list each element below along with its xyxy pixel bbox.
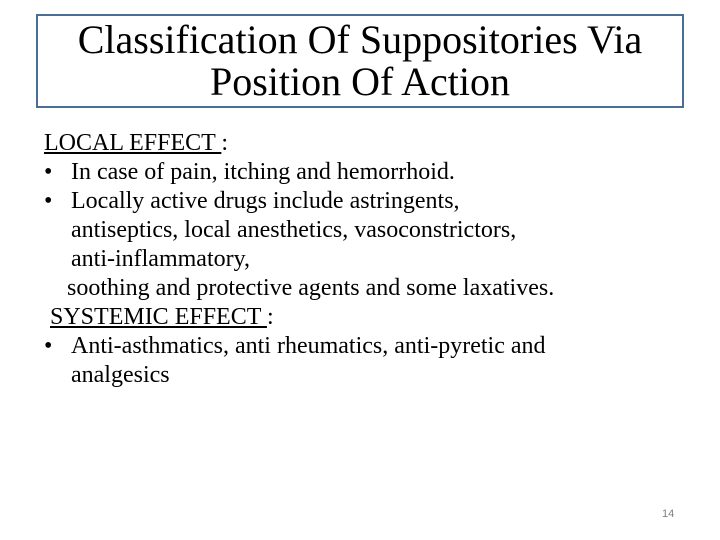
local-effect-heading-text: LOCAL EFFECT: [44, 130, 222, 156]
local-effect-bullet-2-line-3: anti-inflammatory,: [71, 246, 251, 272]
slide-title-line-2: Position Of Action: [209, 59, 511, 104]
local-effect-heading-colon: :: [221, 130, 229, 156]
bullet-symbol: •: [44, 159, 53, 185]
local-effect-bullet-1-text: In case of pain, itching and hemorrhoid.: [71, 159, 455, 185]
local-effect-continuation-row: [44, 274, 684, 303]
local-effect-bullet-2-line-3-row: [44, 245, 684, 274]
systemic-effect-bullet-1-line-1: Anti-asthmatics, anti rheumatics, anti-pyretic and: [71, 333, 546, 359]
local-effect-bullet-2-line-2-row: [44, 216, 684, 245]
systemic-effect-bullet-1-line-2-row: [44, 361, 684, 390]
local-effect-heading: [44, 129, 684, 158]
local-effect-bullet-2-line-2: antiseptics, local anesthetics, vasoconstrictors,: [71, 217, 517, 243]
local-effect-continuation: soothing and protective agents and some laxatives.: [67, 275, 555, 301]
systemic-effect-heading-colon: :: [266, 304, 274, 330]
local-effect-bullet-1: [44, 158, 684, 187]
bullet-symbol: •: [44, 188, 53, 214]
slide-title-line-1: Classification Of Suppositories Via: [77, 17, 643, 62]
local-effect-bullet-2: [44, 187, 684, 216]
systemic-effect-heading-text: SYSTEMIC EFFECT: [50, 304, 267, 330]
slide-content: [44, 129, 684, 390]
slide-title-box: [36, 14, 684, 108]
local-effect-bullet-2-line-1: Locally active drugs include astringents,: [71, 188, 460, 214]
bullet-symbol: •: [44, 333, 53, 359]
slide-page-number: 14: [662, 508, 675, 520]
systemic-effect-bullet-1-line-2: analgesics: [71, 362, 170, 388]
systemic-effect-bullet-1: [44, 332, 684, 361]
systemic-effect-heading: [44, 303, 684, 332]
